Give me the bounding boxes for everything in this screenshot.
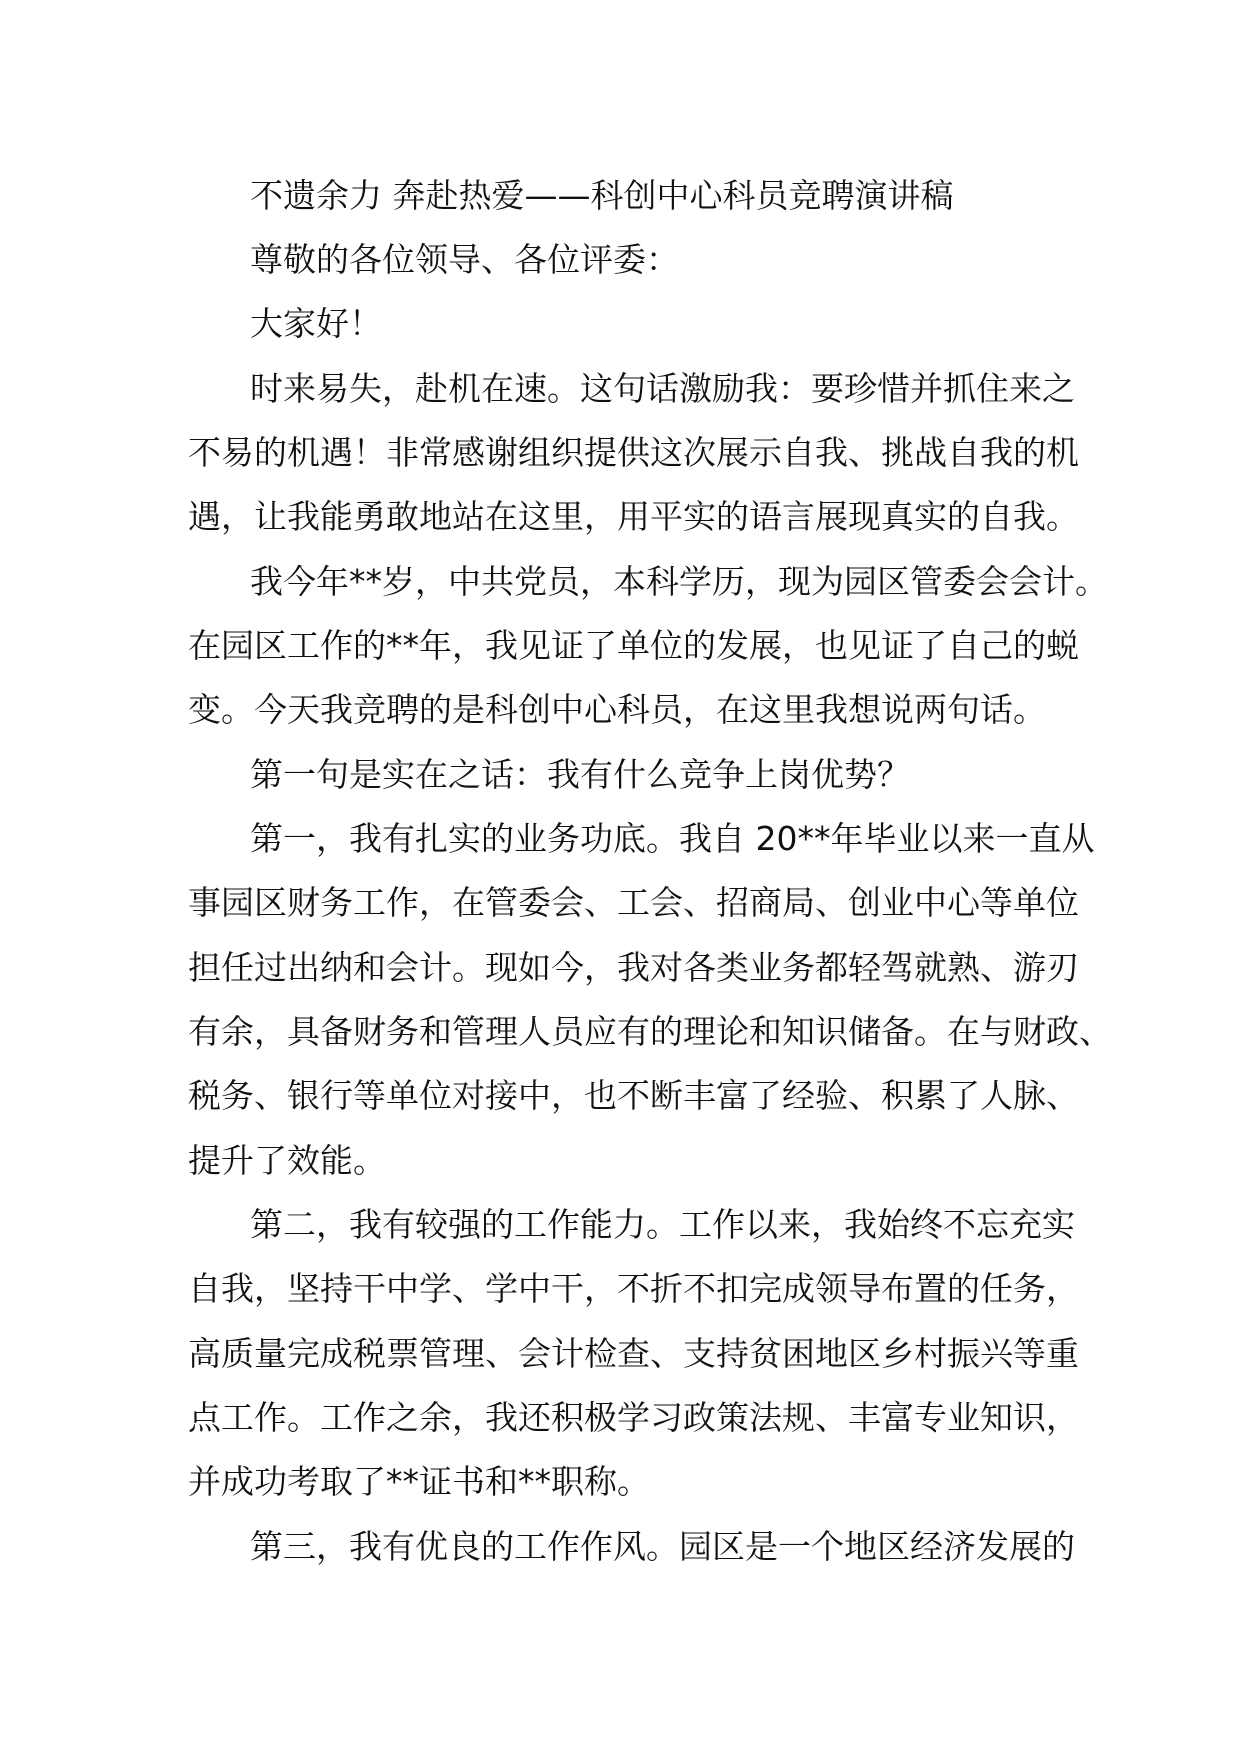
text-line: 遇，让我能勇敢地站在这里，用平实的语言展现真实的自我。	[188, 497, 1079, 536]
document-title: 不遗余力 奔赴热爱——科创中心科员竞聘演讲稿	[250, 176, 954, 215]
text-line: 并成功考取了**证书和**职称。	[188, 1462, 650, 1501]
text-line: 变。今天我竞聘的是科创中心科员，在这里我想说两句话。	[188, 690, 1046, 729]
text-line: 我今年**岁，中共党员，本科学历，现为园区管委会会计。	[250, 562, 1108, 601]
text-line: 不易的机遇！非常感谢组织提供这次展示自我、挑战自我的机	[188, 433, 1079, 472]
text-line: 第三，我有优良的工作作风。园区是一个地区经济发展的	[250, 1527, 1075, 1566]
salutation: 尊敬的各位领导、各位评委：	[250, 240, 679, 279]
text-line: 自我，坚持干中学、学中干，不折不扣完成领导布置的任务，	[188, 1269, 1079, 1308]
text-line: 事园区财务工作，在管委会、工会、招商局、创业中心等单位	[188, 883, 1079, 922]
greeting: 大家好！	[250, 304, 382, 343]
text-line: 担任过出纳和会计。现如今，我对各类业务都轻驾就熟、游刃	[188, 948, 1079, 987]
text-line: 高质量完成税票管理、会计检查、支持贫困地区乡村振兴等重	[188, 1334, 1079, 1373]
section-heading: 第一句是实在之话：我有什么竞争上岗优势？	[250, 755, 910, 794]
text-line: 在园区工作的**年，我见证了单位的发展，也见证了自己的蜕	[188, 626, 1079, 665]
text-line: 有余，具备财务和管理人员应有的理论和知识储备。在与财政、	[188, 1012, 1112, 1051]
text-line: 第一，我有扎实的业务功底。我自 20**年毕业以来一直从	[250, 819, 1095, 858]
text-line: 时来易失，赴机在速。这句话激励我：要珍惜并抓住来之	[250, 369, 1075, 408]
text-line: 第二，我有较强的工作能力。工作以来，我始终不忘充实	[250, 1205, 1075, 1244]
text-line: 点工作。工作之余，我还积极学习政策法规、丰富专业知识，	[188, 1398, 1079, 1437]
text-line: 提升了效能。	[188, 1141, 386, 1180]
text-line: 税务、银行等单位对接中，也不断丰富了经验、积累了人脉、	[188, 1076, 1079, 1115]
